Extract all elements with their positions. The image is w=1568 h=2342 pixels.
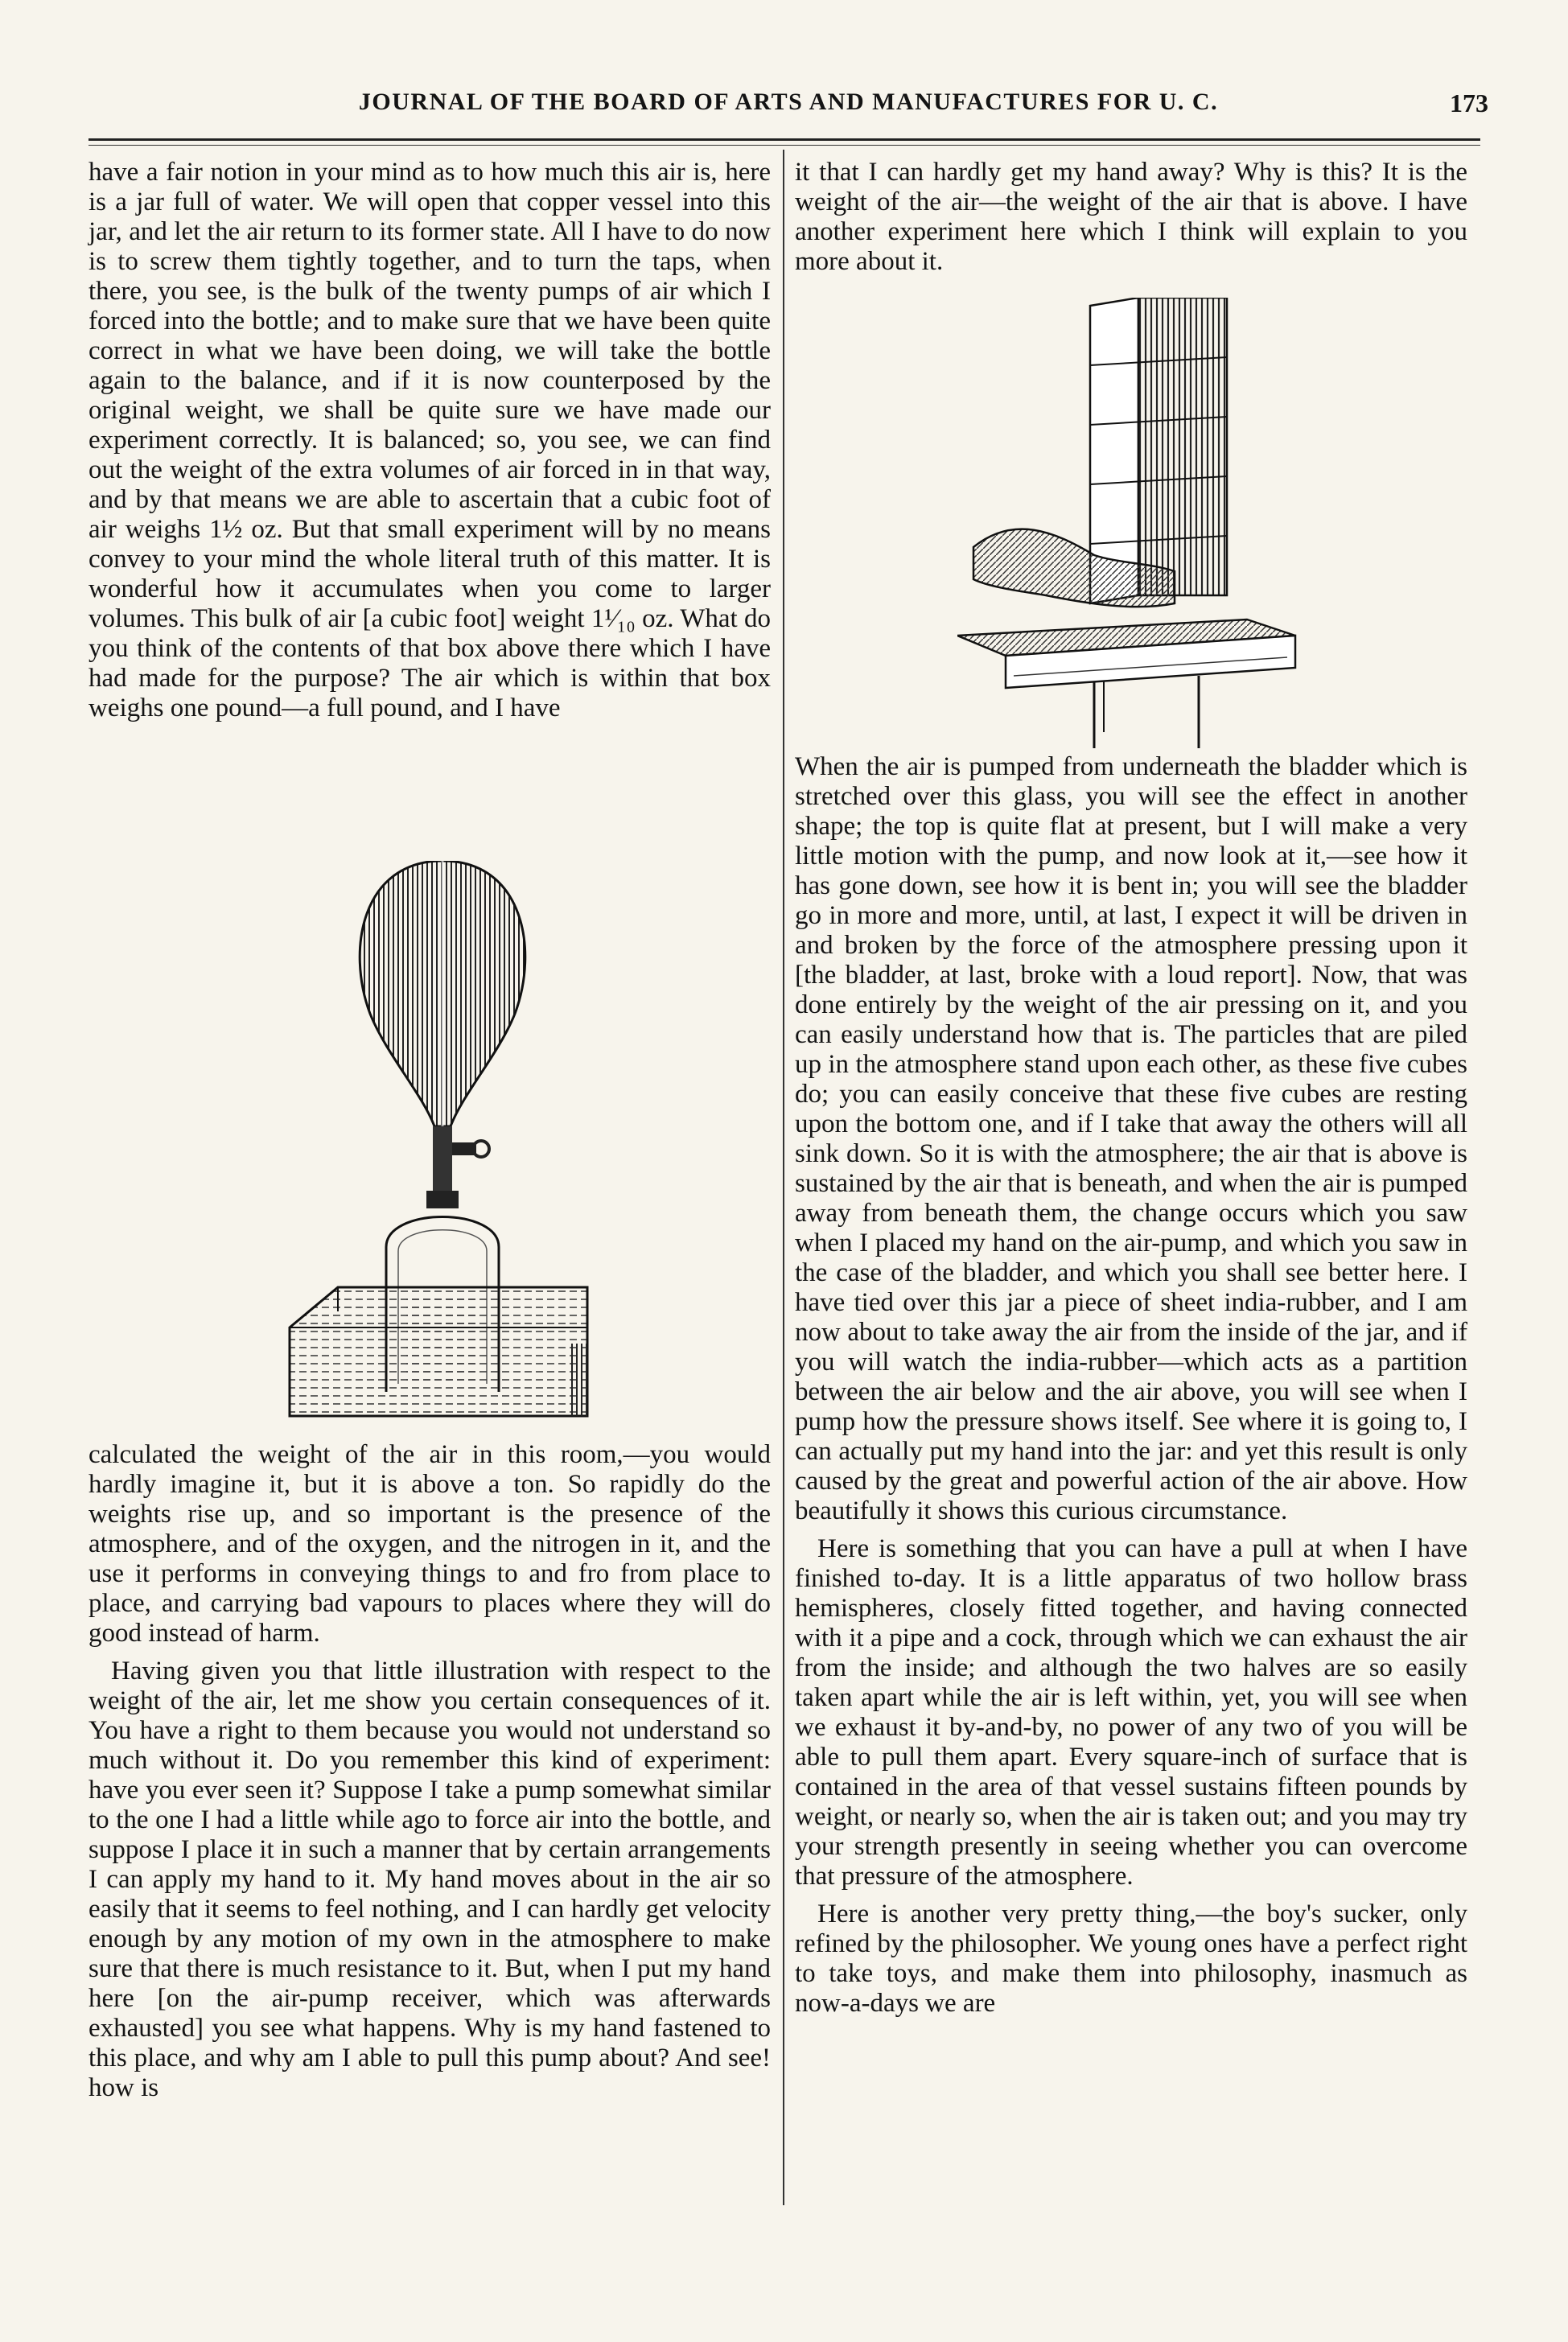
journal-title: JOURNAL OF THE BOARD OF ARTS AND MANUFACTURES FOR U. C. [358,88,1219,115]
left-column-text-1 [88,158,771,723]
header-rule [88,138,1480,141]
paragraph: calculated the weight of the air in this room,—you would hardly imagine it, but it is above a ton. So rapidly do the weights rise up, and so important is the presence of the atmosphere, and of the oxygen, and the nitrogen in it, and the use it performs in conveying things to and fro from place to place, and carrying bad vapours to places where they will do good instead of harm. [88,1440,771,1648]
right-column-text-2 [795,752,1467,2019]
running-header [88,88,1488,126]
right-column-text-1 [795,158,1467,277]
hand-cubes-illustration [957,298,1303,748]
paragraph: Here is another very pretty thing,—the boy's sucker, only refined by the philosopher. We young ones have a perfect right to take toys, and make them into philosophy, inasmuch as now-a-days we are [795,1900,1467,2018]
paragraph: have a fair notion in your mind as to how much this air is, here is a jar full of water. We will open that copper vessel into this jar, and let the air return to its former state. All I have to do now is to screw them tightly together, and to turn the taps, when there, you see, is the bulk of the twenty pumps of air which I forced into the bottle; and to make sure that we have been quite correct in what we have been doing, we will take the bottle again to the balance, and if it is now counterposed by the original weight, we shall be quite sure we have made our experiment correctly. It is balanced; so, you see, we can find out the weight of the extra volumes of air forced in in that way, and by that means we are able to ascertain that a cubic foot of air weighs 1½ oz. But that small experiment will by no means convey to your mind the whole literal truth of this matter. It is wonderful how it accumulates when you come to larger volumes. This bulk of air [a cubic foot] weight 1¹⁄₁₀ oz. What do you think of the contents of that box above there which I have had made for the purpose? The air which is within that box weighs one pound—a full pound, and I have [88,158,771,722]
paragraph: When the air is pumped from underneath the bladder which is stretched over this glass, you will see the effect in another shape; the top is quite flat at present, but I will make a very little motion with the pump, and now look at it,—see how it has gone down, see how it is bent in; you will see the bladder go in more and more, until, at last, I expect it will be driven in and broken by the force of the atmosphere pressing upon it [the bladder, at last, broke with a loud report]. Now, that was done entirely by the weight of the air pressing on it, and you can easily understand how that is. The particles that are piled up in the atmosphere stand upon each other, as these five cubes do; you can easily conceive that these five cubes are resting upon the bottom one, and if I take that away the others will all sink down. So it is with the atmosphere; the air that is above is sustained by the air that is beneath, and when the air is pumped away from beneath them, the change occurs which you saw when I placed my hand on the air-pump, and which you saw in the case of the bladder, and which you shall see better here. I have tied over this jar a piece of sheet india-rubber, and I am now about to take away the air from the inside of the jar, and if you will watch the india-rubber—which acts as a partition between the air below and the air above, you will see when I pump how the pressure shows itself. See where it is going to, I can actually put my hand into the jar: and yet this result is only caused by the great and powerful action of the air above. How beautifully it shows this curious circumstance. [795,752,1467,1525]
paragraph: it that I can hardly get my hand away? Why is this? It is the weight of the air—the weight of the air that is above. I have another experiment here which I think will explain to you more about it. [795,158,1467,276]
page-number: 173 [1450,88,1488,117]
header-rule-thin [88,145,1480,146]
paragraph: Here is something that you can have a pull at when I have finished to-day. It is a little apparatus of two hollow brass hemispheres, closely fitted together, and having connected with it a pipe and a cock, through which we can exhaust the air from the inside; and although the two halves are so easily taken apart while the air is left within, yet, you will see when we exhaust it by-and-by, no power of any two of you will be able to pull them apart. Every square-inch of surface that is contained in the area of that vessel sustains fifteen pounds by weight, or nearly so, when the air is taken out; and you may try your strength presently in seeing whether you can overcome that pressure of the atmosphere. [795,1534,1467,1891]
paragraph: Having given you that little illustration with respect to the weight of the air, let me show you certain consequences of it. You have a right to them because you would not understand so much without it. Do you remember this kind of experiment: have you ever seen it? Suppose I take a pump somewhat similar to the one I had a little while ago to force air into the bottle, and suppose I place it in such a manner that by certain arrangements I can apply my hand to it. My hand moves about in the air so easily that it seems to feel nothing, and I can hardly get velocity enough by any motion of my own in the atmosphere to make sure that there is much resistance to it. But, when I put my hand here [on the air-pump receiver, which was afterwards exhausted] you see what happens. Why is my hand fastened to this place, and why am I able to pull this pump about? And see! how is [88,1657,771,2102]
column-divider [783,150,784,2205]
balloon-jar-illustration [265,861,619,1424]
left-column-text-2 [88,1440,771,2103]
